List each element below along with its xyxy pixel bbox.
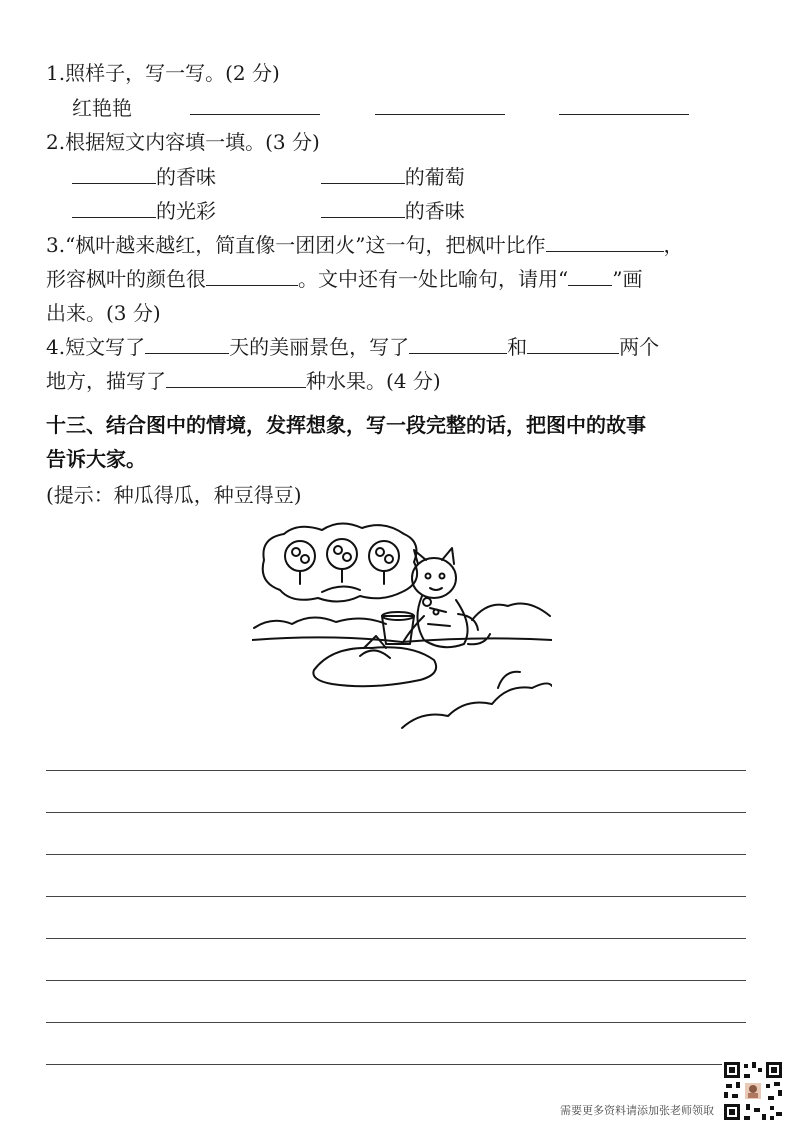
q2-blank-4[interactable]	[321, 197, 405, 218]
q1-blank-2[interactable]	[375, 94, 505, 115]
writing-line[interactable]	[46, 938, 746, 939]
q1-example: 红艳艳	[72, 96, 132, 120]
q4-line-1	[46, 332, 659, 362]
writing-line[interactable]	[46, 812, 746, 813]
q4-blank-1[interactable]	[145, 333, 229, 354]
writing-line[interactable]	[46, 770, 746, 771]
section13-title-line-1: 十三、结合图中的情境，发挥想象，写一段完整的话，把图中的故事	[46, 413, 646, 437]
q3-text-1-end: ，	[663, 233, 684, 257]
q2-item-3: 的光彩	[156, 199, 216, 223]
q3-text-2a: 形容枫叶的颜色很	[46, 267, 206, 291]
q2-item-4: 的香味	[404, 199, 465, 223]
q1-blank-1[interactable]	[190, 94, 320, 115]
q2-item-1: 的香味	[156, 165, 216, 189]
q3-text-2c: ”画	[612, 267, 643, 291]
writing-line[interactable]	[46, 1022, 746, 1023]
q2-row-2	[72, 196, 465, 226]
q4-text-f: 种水果。(4 分)	[306, 369, 441, 393]
qr-code-icon[interactable]	[722, 1060, 784, 1122]
q4-blank-4[interactable]	[166, 367, 306, 388]
q4-text-b: 天的美丽景色，写了	[229, 335, 410, 359]
q3-blank-2[interactable]	[206, 265, 298, 286]
q2-blank-1[interactable]	[72, 163, 156, 184]
q3-text-1: 3.“枫叶越来越红，简直像一团团火”这一句，把枫叶比作	[46, 233, 546, 257]
q2-row-1	[72, 162, 465, 192]
q4-blank-2[interactable]	[409, 333, 507, 354]
section13-hint: (提示：种瓜得瓜，种豆得豆)	[46, 483, 302, 507]
q4-line-2	[46, 366, 441, 396]
q2-blank-2[interactable]	[321, 163, 405, 184]
q4-text-e: 地方，描写了	[46, 369, 166, 393]
q4-blank-3[interactable]	[527, 333, 619, 354]
footer-note: 需要更多资料请添加张老师领取	[560, 1104, 714, 1117]
q1-blank-3[interactable]	[559, 94, 689, 115]
q2-blank-3[interactable]	[72, 197, 156, 218]
q4-text-d: 两个	[619, 335, 660, 359]
cat-planting-tree-illustration	[252, 520, 552, 730]
section13-title-line-2: 告诉大家。	[46, 447, 146, 471]
writing-line[interactable]	[46, 854, 746, 855]
q1-answer-row	[72, 93, 689, 123]
q2-item-2: 的葡萄	[404, 165, 465, 189]
q3-text-2b: 。文中还有一处比喻句，请用“	[298, 267, 569, 291]
q3-blank-3[interactable]	[568, 265, 612, 286]
writing-line[interactable]	[46, 980, 746, 981]
q4-text-c: 和	[507, 335, 528, 359]
q3-blank-1[interactable]	[546, 231, 664, 252]
q1-prompt: 1.照样子，写一写。(2 分)	[46, 61, 280, 85]
writing-line[interactable]	[46, 1064, 746, 1065]
q3-line-1	[46, 230, 684, 260]
writing-line[interactable]	[46, 896, 746, 897]
q3-line-3: 出来。(3 分)	[46, 301, 161, 325]
q2-prompt: 2.根据短文内容填一填。(3 分)	[46, 130, 320, 154]
q3-line-2	[46, 264, 642, 294]
q4-text-a: 4.短文写了	[46, 335, 146, 359]
